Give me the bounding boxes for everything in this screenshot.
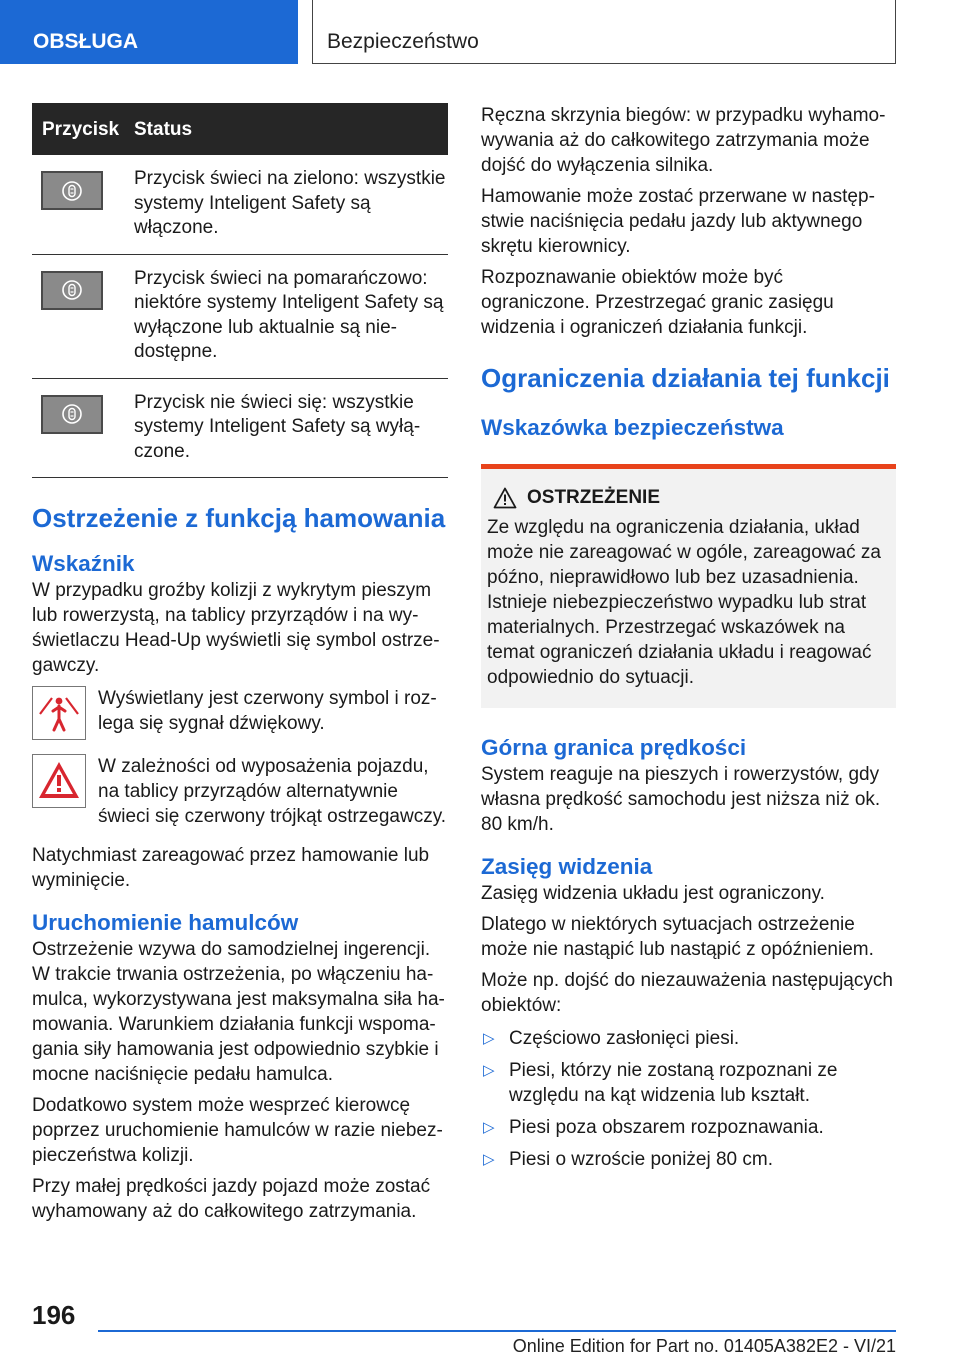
speed-text: System reaguje na pieszych i rowerzystów, gdy własna prędkość samochodu jest niższa niż ok. 80 km/h. bbox=[481, 764, 881, 835]
manual-paragraph: Ręczna skrzynia biegów: w przypadku wyhamowywania aż do całkowitego zatrzymania może dojść do wyłączenia silnika. bbox=[481, 105, 886, 176]
left-column bbox=[32, 103, 448, 1230]
brake-title: Uruchomienie hamulców bbox=[32, 910, 299, 935]
list-item: ▷ Częściowo zasłonięci piesi. bbox=[483, 1028, 740, 1049]
page-number: 196 bbox=[32, 1300, 76, 1330]
range-paragraph: Dlatego w niektórych sytuacjach ostrzeżenie może nie nastąpić lub nastąpić z opóźnieniem. bbox=[481, 914, 874, 960]
indicator-text: W przypadku groźby kolizji z wykrytym pieszym lub rowerzystą, na tablicy przyrządów i na wyświetlaczu Head-Up wyświetli się symbol ostrzegawczy. bbox=[32, 580, 440, 676]
page-header bbox=[0, 0, 960, 66]
symbol1-text: Wyświetlany jest czerwony symbol i rozlega się sygnał dźwiękowy. bbox=[98, 688, 437, 734]
list-item: ▷ Piesi, którzy nie zostaną rozpoznani ze względu na kąt widzenia lub kształt. bbox=[483, 1060, 838, 1106]
symbol2-text: W zależności od wyposażenia pojazdu, na tablicy przyrządów alternatywnie świeci się czerwony trójkąt ostrzegawczy. bbox=[98, 756, 447, 827]
status-text: Przycisk świeci na pomarańczowo: niektóre systemy Inteligent Safety są wyłączone lub aktualnie są niedostępne. bbox=[132, 254, 448, 378]
table-row bbox=[32, 378, 448, 478]
table-row bbox=[32, 155, 448, 254]
section-heading: Ostrzeżenie z funkcją hamowania bbox=[32, 503, 446, 533]
edition-text: Online Edition for Part no. 01405A382E2 - VI/21 bbox=[512, 1336, 896, 1356]
warning-text: Ze względu na ograniczenia działania, układ może nie zareagować w ogóle, zareagować za późno, nieprawidłowo lub bez uzasadnienia. Istnieje niebezpieczeństwo wypadku lub strat materialnych. Przestrzegać wskazówek na temat ograniczeń działania układu i reagować odpowiednio do sytuacji. bbox=[487, 517, 881, 688]
triangle-bullet-icon: ▷ bbox=[483, 1119, 495, 1136]
safety-button-icon bbox=[41, 171, 103, 210]
safety-title: Wskazówka bezpieczeństwa bbox=[481, 415, 784, 440]
brake-paragraph: Przy małej prędkości jazdy pojazd może zostać wyhamowany aż do całkowitego zatrzymania. bbox=[32, 1176, 431, 1222]
safety-button-icon bbox=[41, 271, 103, 310]
manual-paragraph: Rozpoznawanie obiektów może być ograniczone. Przestrzegać granic zasięgu widzenia i ograniczeń działania funkcji. bbox=[481, 267, 834, 338]
right-column bbox=[481, 103, 896, 1179]
brake-paragraph: Ostrzeżenie wzywa do samodzielnej ingerencji. W trakcie trwania ostrzeżenia, po włączeniu hamulca, wykorzystywana jest maksymalna siła hamowania. Warunkiem działania funkcji wspomagania siły hamowania jest odpowiednio szybkie i mocne naciśnięcie pedału hamulca. bbox=[32, 939, 445, 1085]
indicator-title: Wskaźnik bbox=[32, 551, 135, 576]
objects-list bbox=[481, 1026, 896, 1172]
list-item: ▷ Piesi o wzroście poniżej 80 cm. bbox=[483, 1149, 773, 1170]
symbol-row bbox=[32, 754, 448, 829]
status-text: Przycisk świeci na zielono: wszystkie systemy Inteligent Safety są włączone. bbox=[132, 155, 448, 254]
status-table bbox=[32, 103, 448, 478]
status-text: Przycisk nie świeci się: wszystkie systemy Inteligent Safety są wyłączone. bbox=[132, 378, 448, 478]
manual-paragraph: Hamowanie może zostać przerwane w następstwie naciśnięcia pedału jazdy lub aktywnego skrętu kierownicy. bbox=[481, 186, 875, 257]
triangle-bullet-icon: ▷ bbox=[483, 1062, 495, 1079]
brake-paragraph: Dodatkowo system może wesprzeć kierowcę poprzez uruchomienie hamulców w razie niebezpieczeństwa kolizji. bbox=[32, 1095, 443, 1166]
footer-divider bbox=[98, 1330, 896, 1332]
pedestrian-warning-icon bbox=[32, 686, 86, 740]
warning-triangle-icon bbox=[32, 754, 86, 808]
section-tab: OBSŁUGA bbox=[0, 0, 298, 64]
table-header-status: Status bbox=[132, 103, 448, 155]
safety-button-icon bbox=[41, 395, 103, 434]
react-text: Natychmiast zareagować przez hamowanie lub wyminięcie. bbox=[32, 845, 430, 891]
range-paragraph: Może np. dojść do niezauważenia następujących obiektów: bbox=[481, 970, 893, 1016]
table-header-button: Przycisk bbox=[32, 103, 132, 155]
limits-heading: Ograniczenia działania tej funkcji bbox=[481, 363, 890, 393]
table-header-row bbox=[32, 103, 448, 155]
range-title: Zasięg widzenia bbox=[481, 854, 653, 879]
speed-title: Górna granica prędkości bbox=[481, 735, 747, 760]
warning-box bbox=[481, 464, 896, 708]
triangle-bullet-icon: ▷ bbox=[483, 1151, 495, 1168]
warning-label: OSTRZEŻENIE bbox=[527, 487, 661, 508]
symbol-row bbox=[32, 686, 448, 740]
list-item: ▷ Piesi poza obszarem rozpoznawania. bbox=[483, 1117, 824, 1138]
range-paragraph: Zasięg widzenia układu jest ograniczony. bbox=[481, 883, 825, 904]
warning-icon bbox=[493, 487, 517, 509]
triangle-bullet-icon: ▷ bbox=[483, 1030, 495, 1047]
chapter-tab: Bezpieczeństwo bbox=[312, 0, 896, 64]
table-row bbox=[32, 254, 448, 378]
warning-header bbox=[487, 487, 886, 509]
